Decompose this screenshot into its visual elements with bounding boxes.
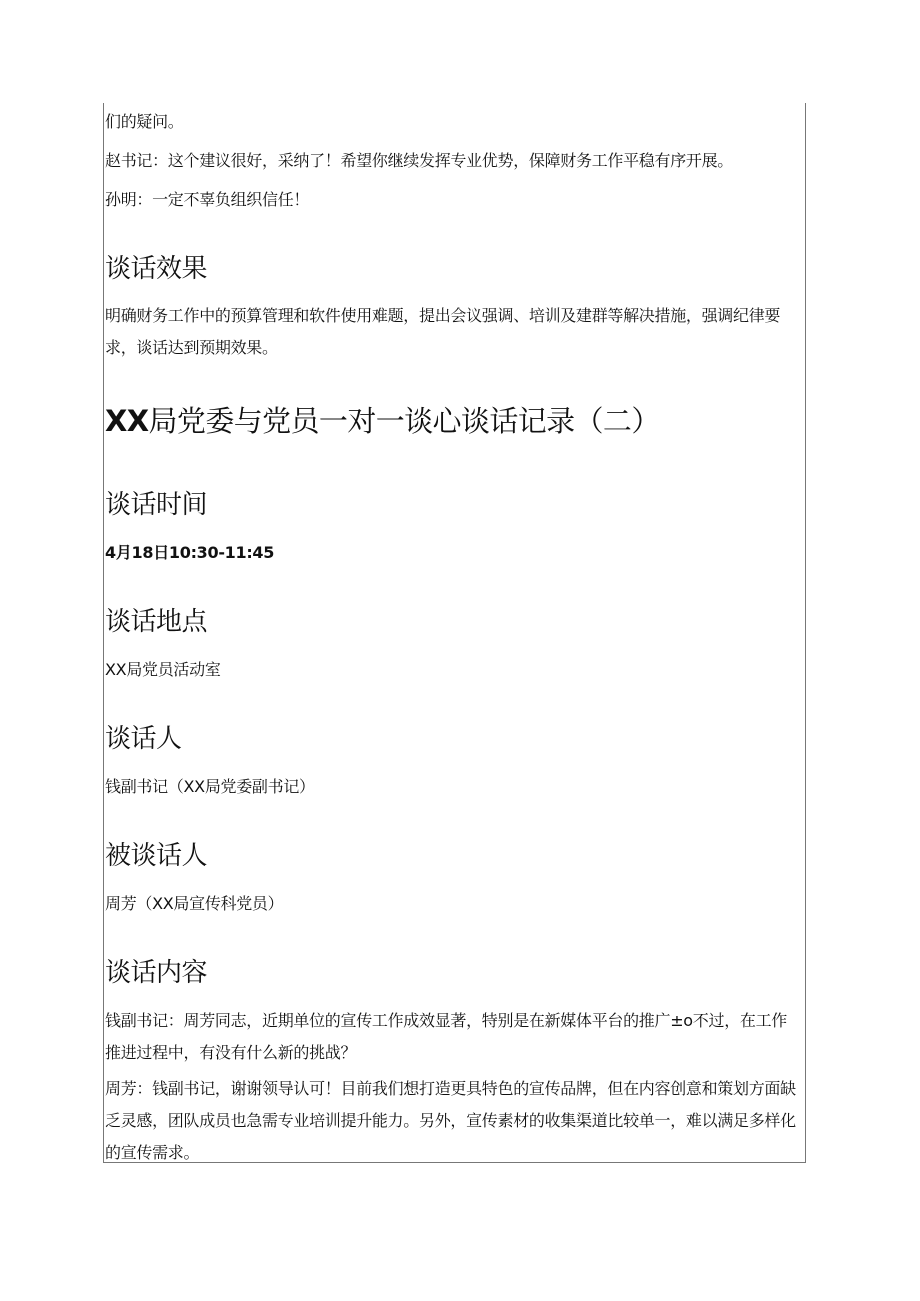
dialogue-sun: 孙明：一定不辜负组织信任！ [105,190,310,209]
section-heading-interviewee: 被谈话人 [105,841,208,871]
content-paragraph-2: 周芳：钱副书记，谢谢领导认可！目前我们想打造更具特色的宣传品牌，但在内容创意和策划方面缺乏灵感，团队成员也急需专业培训提升能力。另外，宣传素材的收集渠道比较单一，难以满足多样化的宣传需求。 [105,1079,796,1162]
speaker-value: 钱副书记（XX局党委副书记） [105,777,315,796]
place-value: XX局党员活动室 [105,660,221,679]
record-title-rest: 局党委与党员一对一谈心谈话记录（二） [148,404,660,438]
section-heading-time: 谈话时间 [105,490,208,520]
record-title [105,401,801,441]
interviewee-value: 周芳（XX局宣传科党员） [105,894,284,913]
section-heading-place: 谈话地点 [105,607,208,637]
effect-text: 明确财务工作中的预算管理和软件使用难题，提出会议强调、培训及建群等解决措施，强调纪律要求，谈话达到预期效果。 [105,306,781,357]
record-title-prefix: XX [105,404,149,438]
section-heading-effect: 谈话效果 [105,254,208,284]
section-heading-speaker: 谈话人 [105,724,182,754]
time-value: 4月18日10:30-11:45 [105,543,275,562]
section-heading-content: 谈话内容 [105,958,208,988]
content-paragraph-1: 钱副书记：周芳同志，近期单位的宣传工作成效显著，特别是在新媒体平台的推广±o不过，在工作推进过程中，有没有什么新的挑战？ [105,1011,787,1062]
continued-text-line: 们的疑问。 [105,112,184,131]
dialogue-zhao: 赵书记：这个建议很好，采纳了！希望你继续发挥专业优势，保障财务工作平稳有序开展。 [105,151,734,170]
